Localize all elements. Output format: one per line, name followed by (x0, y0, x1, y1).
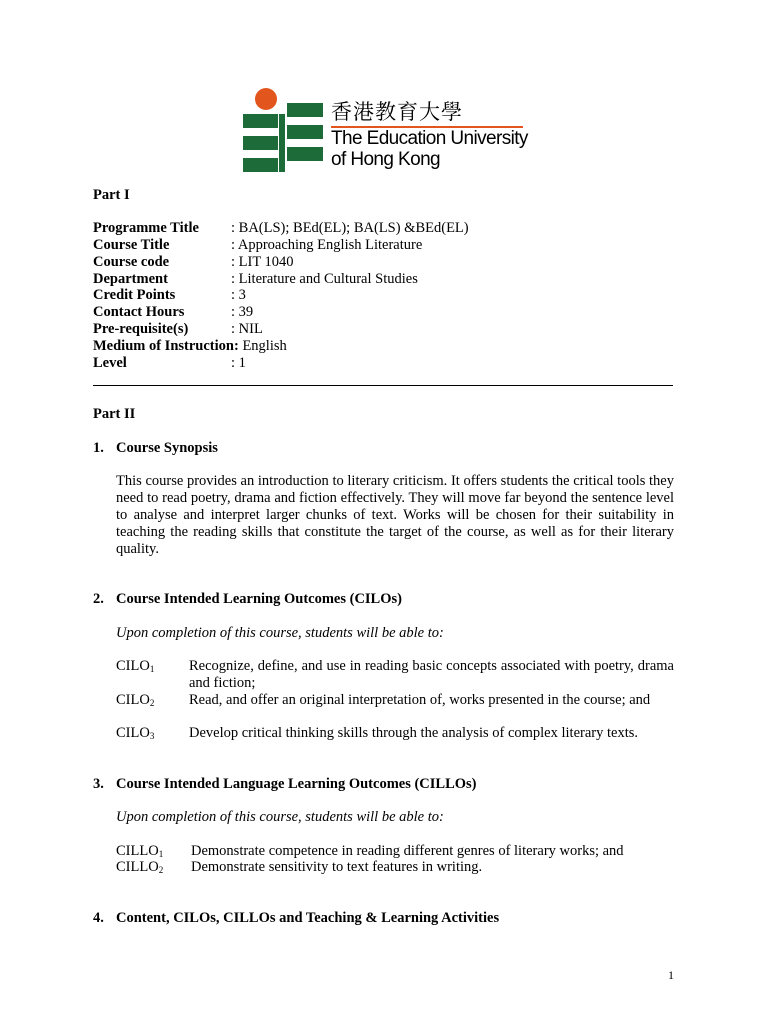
info-value: : 1 (231, 355, 246, 371)
info-label: Contact Hours (93, 304, 185, 320)
section-title-content: Content, CILOs, CILLOs and Teaching & Learning Activities (116, 910, 500, 926)
cilos-intro: Upon completion of this course, students will be able to: (116, 625, 444, 641)
cillos-intro: Upon completion of this course, students will be able to: (116, 809, 444, 825)
university-logo (243, 86, 533, 172)
info-label: Course code (93, 254, 170, 270)
cilo-text: Develop critical thinking skills through the analysis of complex literary texts. (189, 725, 638, 741)
page-number: 1 (668, 968, 674, 982)
logo-english-line1: The Education University (331, 128, 528, 149)
info-value: English (242, 338, 287, 354)
cilo-text: Read, and offer an original interpretation of, works presented in the course; and (189, 692, 651, 708)
info-value: : LIT 1040 (231, 254, 294, 270)
info-value: : 39 (231, 304, 254, 320)
section-number: 1. (93, 440, 104, 456)
info-label: Medium of Instruction: (93, 338, 239, 354)
info-value: : Approaching English Literature (231, 237, 423, 253)
info-value: : BA(LS); BEd(EL); BA(LS) &BEd(EL) (231, 220, 469, 236)
info-label: Level (93, 355, 127, 371)
cillo-code: $CILLO_2$ (116, 859, 164, 875)
section-title-synopsis: Course Synopsis (116, 440, 218, 456)
section-number: 2. (93, 591, 104, 607)
info-value: : NIL (231, 321, 263, 337)
info-value: : 3 (231, 287, 246, 303)
info-row-medium (93, 338, 287, 355)
logo-english-line2: of Hong Kong (331, 149, 440, 170)
cilo-text: Recognize, define, and use in reading basic concepts associated with poetry, drama and fiction; (189, 658, 674, 691)
synopsis-text: This course provides an introduction to literary criticism. It offers students the critical tools they need to read poetry, drama and fiction effectively. They will move far beyond the sentence level to analyse and interpret larger chunks of text. Works will be chosen for their suitability in teaching the reading skills that constitute the target of the course, as well as for their literary quality. (116, 473, 674, 557)
info-label: Pre-requisite(s) (93, 321, 189, 337)
info-label: Course Title (93, 237, 170, 253)
section-number: 4. (93, 910, 104, 926)
info-value: : Literature and Cultural Studies (231, 271, 418, 287)
info-label: Credit Points (93, 287, 176, 303)
part1-heading: Part I (93, 187, 130, 203)
cillo-text: Demonstrate competence in reading different genres of literary works; and (191, 843, 624, 859)
info-label: Programme Title (93, 220, 199, 236)
section-divider (93, 385, 673, 386)
part2-heading: Part II (93, 406, 136, 422)
cillo-text: Demonstrate sensitivity to text features in writing. (191, 859, 483, 875)
section-title-cillos: Course Intended Language Learning Outcomes (CILLOs) (116, 776, 477, 792)
eduhk-emblem-icon (243, 86, 325, 172)
info-label: Department (93, 271, 168, 287)
section-title-cilos: Course Intended Learning Outcomes (CILOs) (116, 591, 402, 607)
logo-chinese-name: 香港教育大學 (331, 100, 463, 124)
cilo-code: $CILO_1$ (116, 658, 155, 674)
cilo-code: $CILO_2$ (116, 692, 155, 708)
cillo-code: $CILLO_1$ (116, 843, 164, 859)
cilo-code: $CILO_3$ (116, 725, 155, 741)
section-number: 3. (93, 776, 104, 792)
